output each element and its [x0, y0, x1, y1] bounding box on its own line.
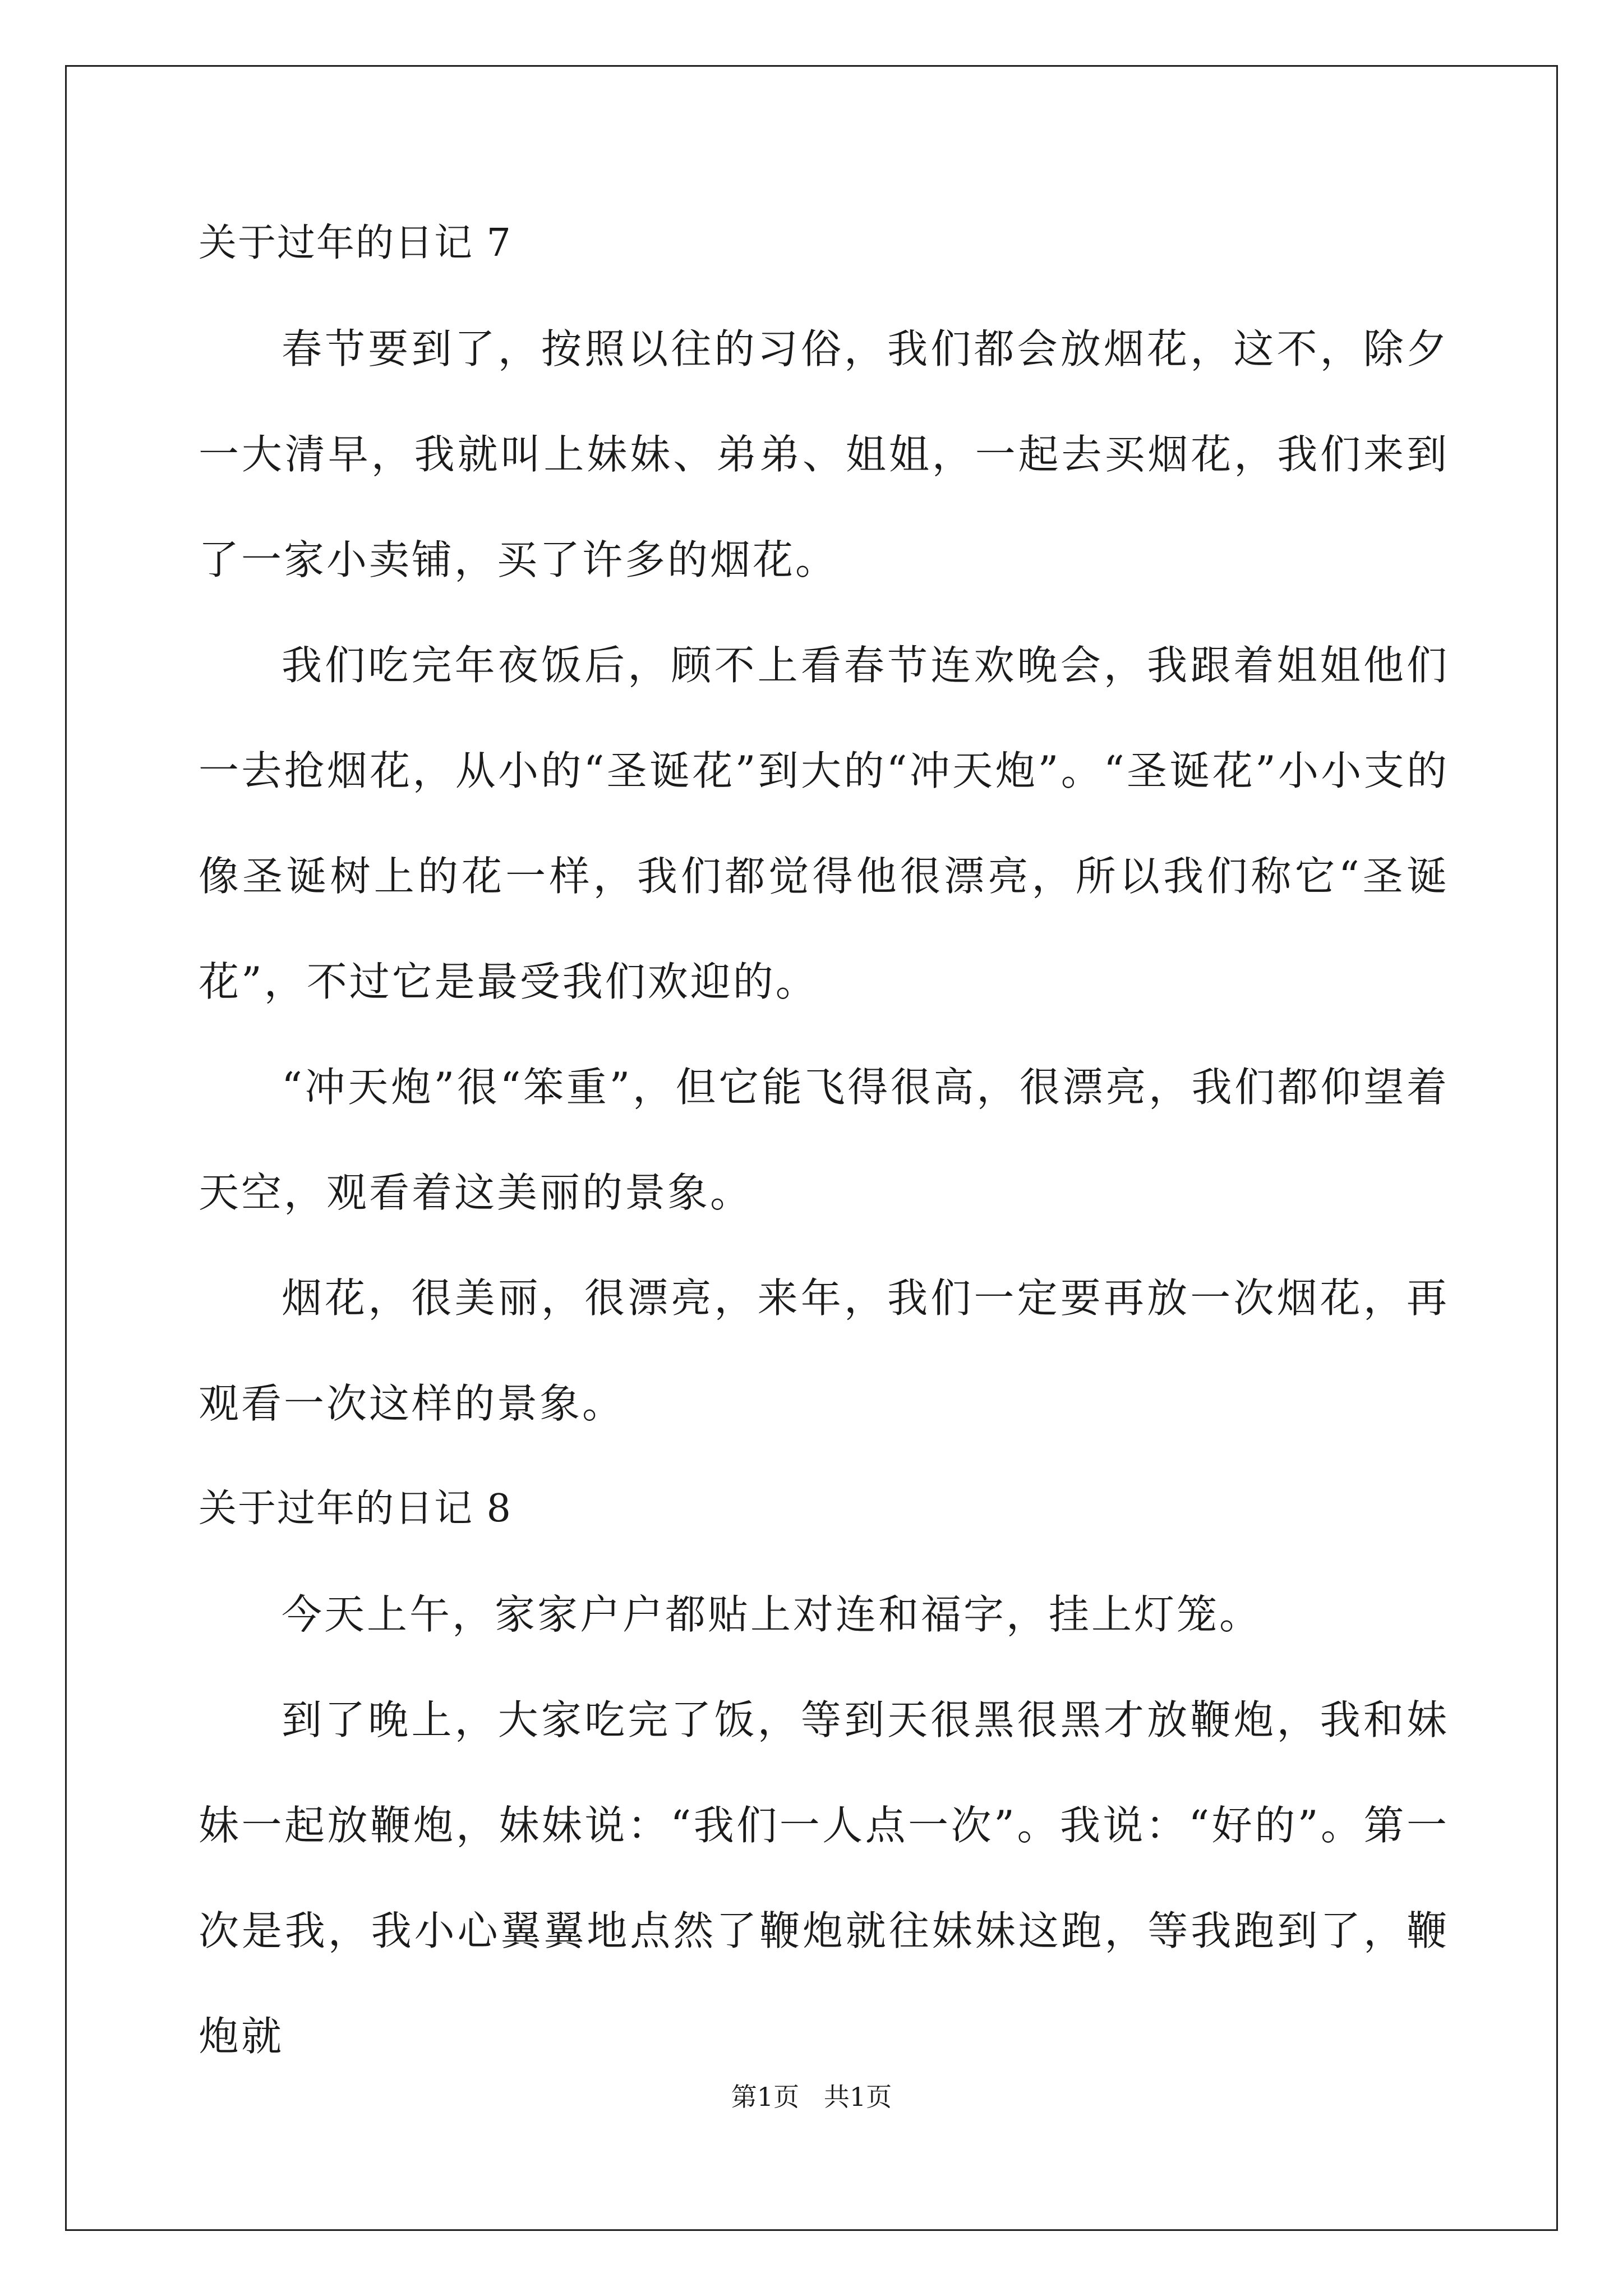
paragraph: “冲天炮”很“笨重”，但它能飞得很高，很漂亮，我们都仰望着天空，观看着这美丽的景象。	[199, 1064, 1449, 1216]
paragraph: 我们吃完年夜饭后，顾不上看春节连欢晚会，我跟着姐姐他们一去抢烟花，从小的“圣诞花”到大的“冲天炮”。“圣诞花”小小支的像圣诞树上的花一样，我们都觉得他很漂亮，所以我们称它“圣诞花”，不过它是最受我们欢迎的。	[199, 642, 1449, 1005]
paragraph: 今天上午，家家户户都贴上对连和福字，挂上灯笼。	[282, 1591, 1262, 1638]
paragraph: 烟花，很美丽，很漂亮，来年，我们一定要再放一次烟花，再观看一次这样的景象。	[199, 1274, 1449, 1427]
paragraph: 春节要到了，按照以往的习俗，我们都会放烟花，这不，除夕一大清早，我就叫上妹妹、弟弟、姐姐，一起去买烟花，我们来到了一家小卖铺，买了许多的烟花。	[199, 325, 1449, 583]
page-footer: 第1页 共1页	[731, 2082, 892, 2112]
section-title: 关于过年的日记 8	[199, 1487, 512, 1531]
paragraph: 到了晚上，大家吃完了饭，等到天很黑很黑才放鞭炮，我和妹妹一起放鞭炮，妹妹说：“我们一人点一次”。我说：“好的”。第一次是我，我小心翼翼地点然了鞭炮就往妹妹这跑，等我跑到了，鞭炮就	[199, 1696, 1449, 2060]
section-title: 关于过年的日记 7	[199, 221, 512, 265]
document-body	[199, 191, 1449, 2089]
